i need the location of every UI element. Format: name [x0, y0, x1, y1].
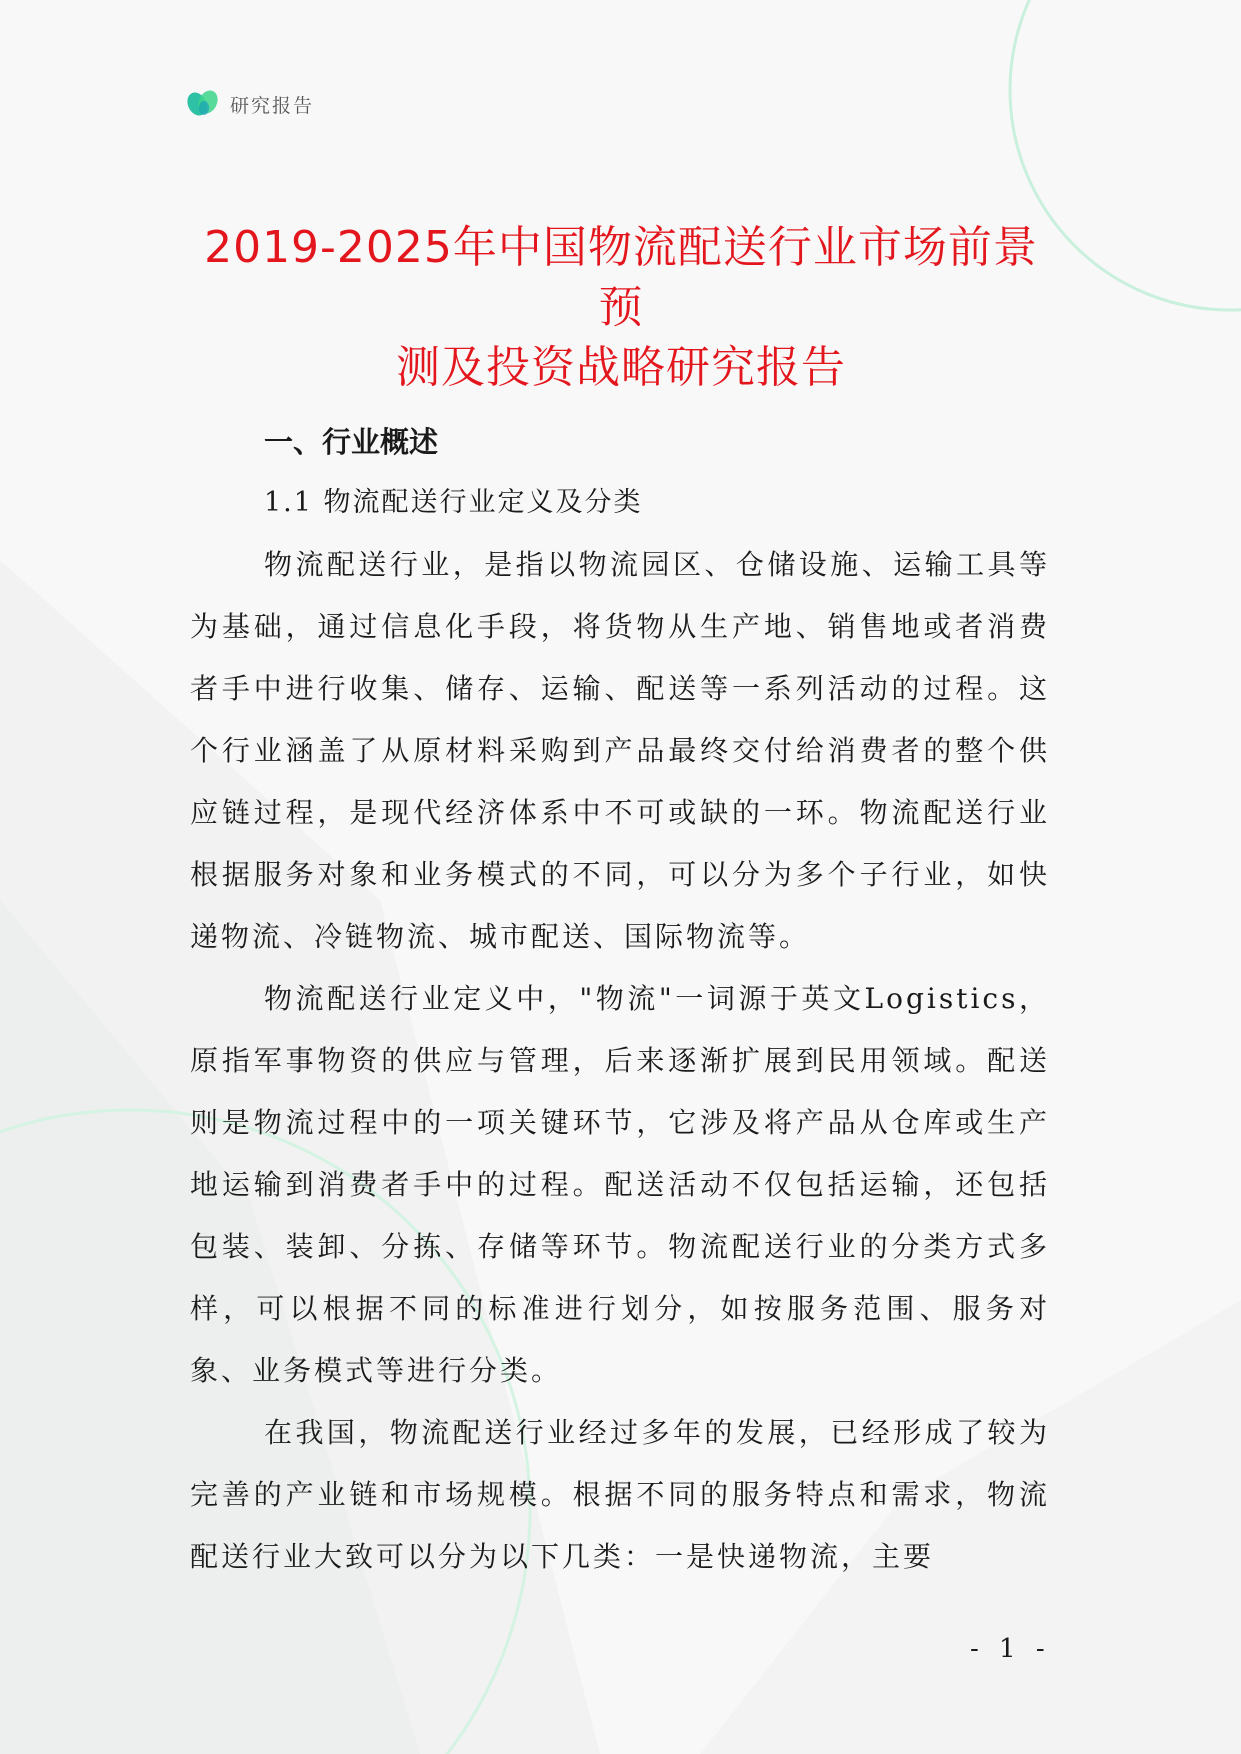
page-number: - 1 -	[970, 1634, 1051, 1664]
paragraph-2: 物流配送行业定义中，"物流"一词源于英文Logistics，原指军事物资的供应与管理，后来逐渐扩展到民用领域。配送则是物流过程中的一项关键环节，它涉及将产品从仓库或生产地运输到消费者手中的过程。配送活动不仅包括运输，还包括包装、装卸、分拣、存储等环节。物流配送行业的分类方式多样，可以根据不同的标准进行划分，如按服务范围、服务对象、业务模式等进行分类。	[190, 982, 1050, 1387]
subsection-heading: 1.1 物流配送行业定义及分类	[264, 487, 643, 518]
title-line-1: 2019-2025年中国物流配送行业市场前景预	[204, 222, 1038, 333]
brand-logo-icon	[186, 88, 222, 120]
section-heading: 一、行业概述	[264, 425, 439, 459]
paragraph-1: 物流配送行业，是指以物流园区、仓储设施、运输工具等为基础，通过信息化手段，将货物从生产地、销售地或者消费者手中进行收集、储存、运输、配送等一系列活动的过程。这个行业涵盖了从原材料采购到产品最终交付给消费者的整个供应链过程，是现代经济体系中不可或缺的一环。物流配送行业根据服务对象和业务模式的不同，可以分为多个子行业，如快递物流、冷链物流、城市配送、国际物流等。	[190, 548, 1050, 953]
document-title	[186, 218, 1056, 398]
document-body	[190, 412, 1050, 1588]
paragraph-3: 在我国，物流配送行业经过多年的发展，已经形成了较为完善的产业链和市场规模。根据不同的服务特点和需求，物流配送行业大致可以分为以下几类：一是快递物流，主要	[190, 1416, 1050, 1573]
report-header	[186, 88, 314, 120]
header-label: 研究报告	[230, 94, 315, 117]
title-line-2: 测及投资战略研究报告	[396, 342, 846, 393]
